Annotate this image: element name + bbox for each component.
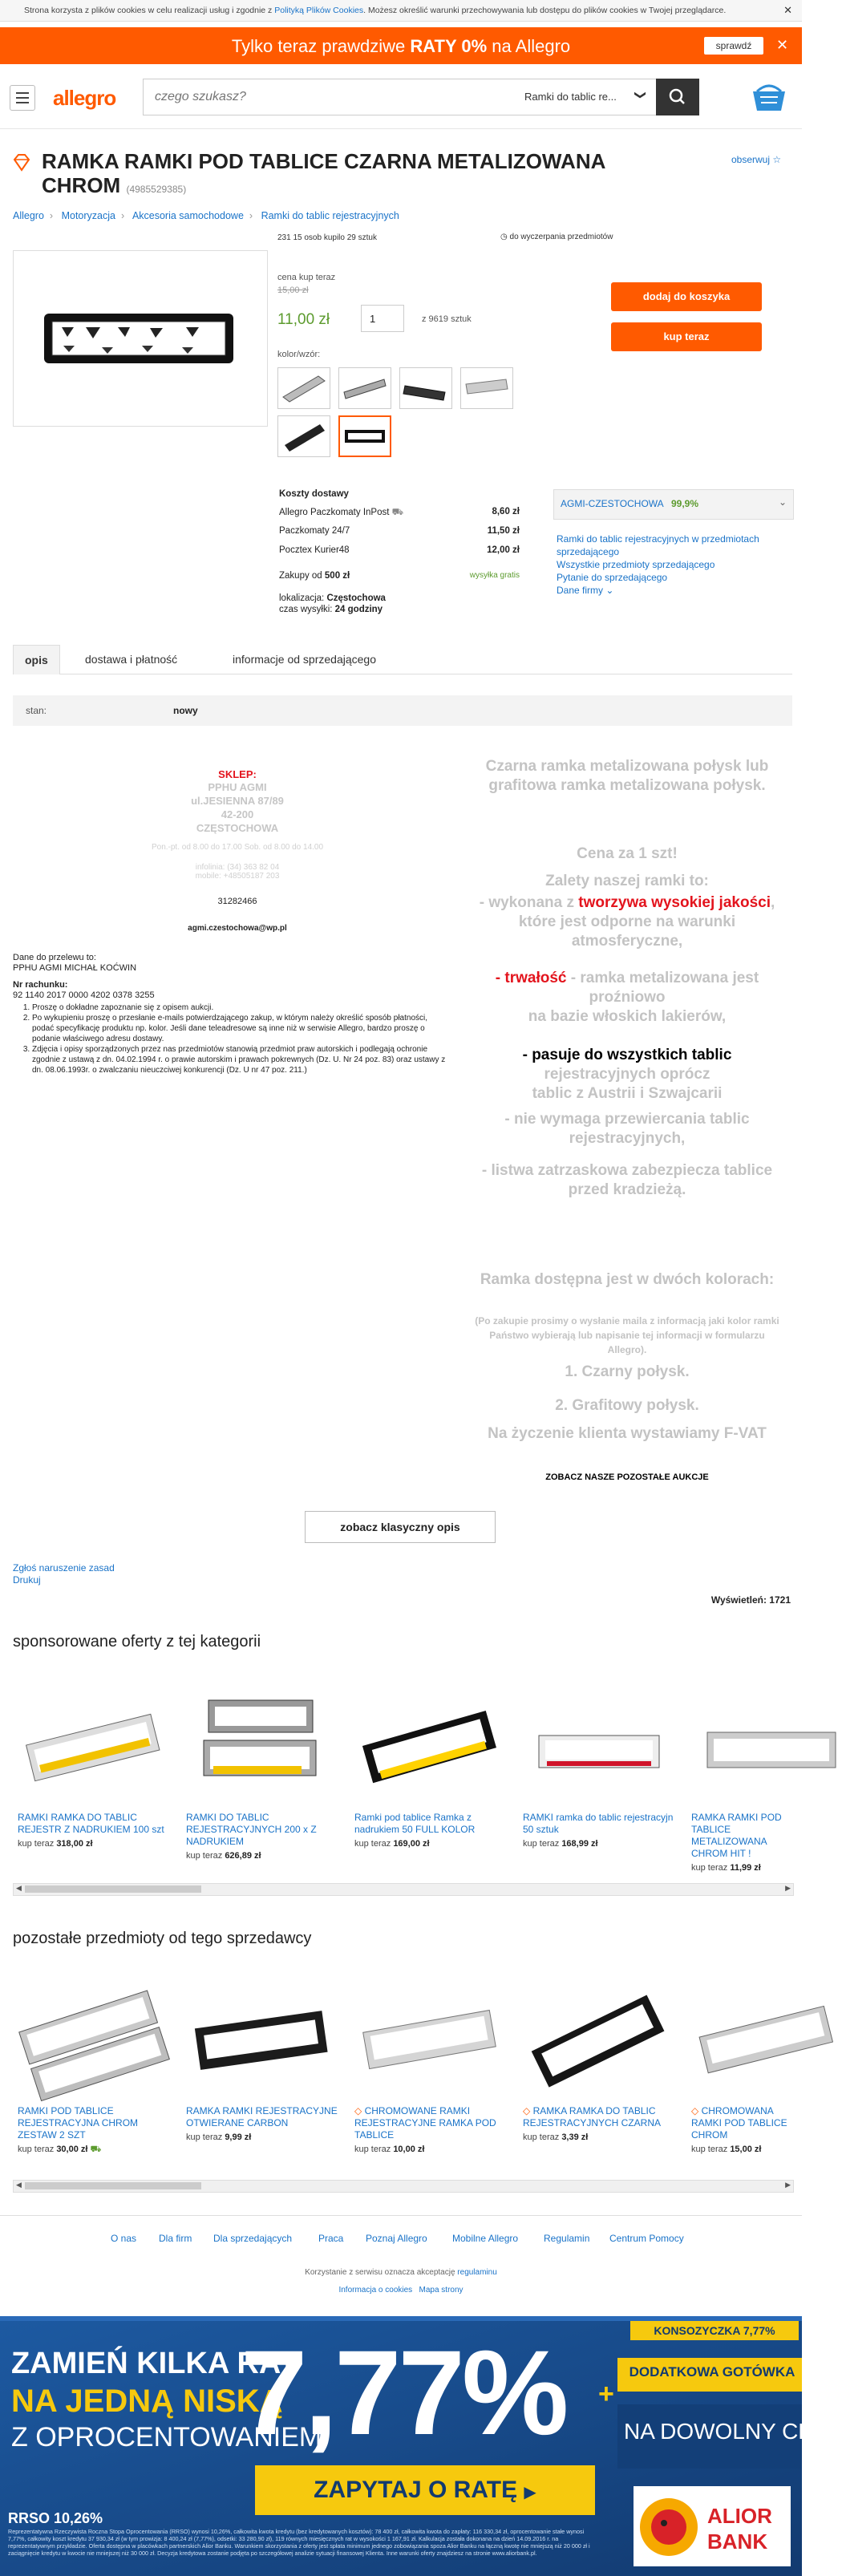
alior-bank-logo (634, 2486, 791, 2566)
price-label: kup teraz (18, 2145, 55, 2154)
footer-link[interactable]: O nas (111, 2233, 137, 2244)
tab-delivery[interactable]: dostawa i płatność (85, 653, 178, 666)
shipping-row (279, 526, 520, 536)
promo-close-icon[interactable]: ✕ (776, 37, 789, 53)
price: 11,00 zł (277, 311, 330, 328)
lion-icon (637, 2491, 701, 2563)
list-item[interactable] (18, 1986, 176, 2156)
list-item[interactable] (691, 1986, 792, 2154)
banner-line-1: ZAMIEŃ KILKA RAT (11, 2347, 298, 2380)
shop-label: SKLEP: (218, 768, 257, 780)
print-link[interactable]: Drukuj (13, 1574, 41, 1586)
other-items-title: pozostałe przedmioty od tego sprzedawcy (13, 1930, 312, 1947)
desc-price: Cena za 1 szt! (577, 845, 678, 862)
promo-post: na Allegro (487, 36, 571, 56)
variant-thumb[interactable] (399, 367, 452, 409)
product-thumb[interactable] (523, 1986, 674, 2098)
item-name[interactable]: RAMKI POD TABLICE REJESTRACYJNA CHROM ZESTAW 2 SZT (18, 2105, 139, 2141)
item-price (354, 2145, 513, 2154)
price-value: 10,00 zł (393, 2145, 425, 2154)
cart-icon[interactable] (751, 83, 787, 114)
product-thumb[interactable] (186, 1986, 337, 2098)
item-name[interactable]: Ramki pod tablice Ramka z nadrukiem 50 FULL KOLOR (354, 1812, 476, 1835)
desc-color-2: 2. Grafitowy połysk. (555, 1397, 699, 1414)
banner-badge: KONSOZYCZKA 7,77% (630, 2321, 799, 2340)
clock-icon: ◷ (500, 233, 508, 241)
price-label: kup teraz (354, 2145, 391, 2154)
transfer-label: Dane do przelewu to: (13, 953, 96, 962)
price-label: kup teraz (523, 2132, 560, 2142)
seller-category-link[interactable]: Ramki do tablic rejestracyjnych w przedmiotach sprzedającego (557, 533, 759, 557)
search-category-select[interactable]: Ramki do tablic re... (524, 91, 617, 103)
classic-description-button[interactable]: zobacz klasyczny opis (305, 1511, 496, 1543)
item-price (18, 1839, 176, 1849)
item-price (691, 2145, 792, 2154)
price-label: kup teraz (691, 2145, 728, 2154)
footer-link[interactable]: Centrum Pomocy (609, 2233, 684, 2244)
sitemap-link[interactable]: Mapa strony (419, 2286, 464, 2295)
desc-colors-note: (Po zakupie prosimy o wysłanie maila z informacją jaki kolor ramki Państwo wybierają lub napisanie tej informacji w formularzu Allegro). (475, 1315, 779, 1355)
list-item[interactable] (523, 1986, 682, 2142)
banner-line-2: NA JEDNĄ NISKĄ (11, 2384, 283, 2419)
search-input[interactable] (153, 89, 461, 105)
dispatch-time-value: 24 godziny (334, 605, 383, 614)
terms-link[interactable]: regulaminu (457, 2268, 497, 2277)
free-shipping-label: Zakupy od (279, 571, 325, 581)
shop-line: CZĘSTOCHOWA (196, 822, 279, 834)
shop-line: 42-200 (221, 808, 254, 820)
banner-plus: + (598, 2379, 614, 2409)
free-delivery-icon: ⛟ (90, 2145, 102, 2154)
variant-thumb-selected[interactable] (338, 415, 391, 457)
item-price (523, 1839, 682, 1849)
footer-link[interactable]: Mobilne Allegro (452, 2233, 519, 2244)
ask-seller-link[interactable]: Pytanie do sprzedającego (557, 572, 668, 583)
product-thumb[interactable] (18, 1986, 168, 2098)
shop-line: PPHU AGMI (208, 781, 267, 793)
list-item[interactable] (691, 1692, 792, 1873)
scroll-right-icon[interactable]: ▶ (785, 1884, 791, 1892)
param-value: nowy (173, 705, 198, 716)
item-name[interactable]: RAMKI RAMKA DO TABLIC REJESTR Z NADRUKIEM 100 szt (18, 1812, 164, 1835)
offer-box (277, 265, 792, 483)
mobile: mobile: +48505187 203 (195, 872, 280, 881)
transfer-name: PPHU AGMI MICHAŁ KOĆWIN (13, 963, 137, 973)
item-name[interactable] (523, 2105, 682, 2129)
desc-adv2-c: na bazie włoskich lakierów, (528, 1008, 727, 1025)
cookie-text-after: . Możesz określić warunki przechowywania lub dostępu do plików cookies w Twojej przeglądarce. (363, 6, 727, 15)
dispatch-time-label: czas wysyłki: (279, 605, 335, 614)
shop-line: ul.JESIENNA 87/89 (191, 795, 284, 807)
price-value: 168,99 zł (561, 1839, 598, 1849)
price-label: kup teraz (691, 1863, 728, 1873)
truck-icon: ⛟ (391, 508, 404, 517)
promo-text (0, 36, 802, 57)
location (279, 593, 520, 603)
item-name-text: CHROMOWANA RAMKI POD TABLICE CHROM (691, 2105, 787, 2141)
search-button[interactable] (656, 79, 699, 115)
item-name[interactable]: RAMKA RAMKI POD TABLICE METALIZOWANA CHROM HIT ! (691, 1812, 782, 1859)
product-title: RAMKA RAMKI POD TABLICE CZARNA METALIZOWANA CHROM (42, 149, 605, 197)
item-name-text: CHROMOWANE RAMKI REJESTRACYJNE RAMKA POD TABLICE (354, 2105, 496, 2141)
footer-link[interactable]: Poznaj Allegro (366, 2233, 427, 2244)
desc-adv2 (475, 969, 779, 1027)
banner-extra-cash: DODATKOWA GOTÓWKA (629, 2364, 795, 2380)
diamond-icon: ◇ (523, 2105, 531, 2116)
list-item[interactable] (354, 1692, 513, 1849)
item-price (691, 1863, 792, 1873)
old-price: 15,00 zł (277, 286, 309, 295)
seller-name[interactable]: AGMI-CZESTOCHOWA (561, 498, 664, 509)
shipping-row (279, 507, 520, 519)
seller-rating: 99,9% (671, 498, 699, 509)
desc-adv3-c: tablic z Austrii i Szwajcarii (532, 1085, 723, 1102)
phone: infolinia: (34) 363 82 04 (195, 863, 280, 872)
account-number: 92 1140 2017 0000 4202 0378 3255 (13, 990, 155, 1000)
footer-link[interactable]: Praca (318, 2233, 344, 2244)
product-thumb[interactable] (523, 1692, 674, 1804)
item-price (186, 2132, 345, 2142)
free-shipping (279, 571, 520, 581)
price-value: 15,00 zł (730, 2145, 762, 2154)
price-value: 11,99 zł (730, 1863, 761, 1873)
desc-invoice: Na życzenie klienta wystawiamy F-VAT (488, 1425, 767, 1442)
sponsored-title: sponsorowane oferty z tej kategorii (13, 1633, 261, 1651)
footer-link[interactable]: Dla sprzedających (213, 2233, 293, 2244)
banner-rrso: RRSO 10,26% (8, 2510, 103, 2526)
shipping-method: Pocztex Kurier48 (279, 545, 350, 555)
promo-check-button[interactable]: sprawdź (704, 37, 763, 55)
scroll-left-icon[interactable]: ◀ (16, 2181, 22, 2189)
item-name[interactable]: RAMKA RAMKI REJESTRACYJNE OTWIERANE CARBON (186, 2105, 338, 2128)
menu-icon[interactable] (10, 85, 35, 111)
tab-description[interactable]: opis (13, 645, 60, 674)
available-quantity: z 9619 sztuk (422, 314, 472, 324)
variant-thumb[interactable] (277, 367, 330, 409)
item-name[interactable]: RAMKI DO TABLIC REJESTRACYJNYCH 200 x Z NADRUKIEM (186, 1812, 317, 1847)
product-thumb[interactable] (691, 1692, 842, 1804)
shipping-price: 12,00 zł (487, 545, 520, 555)
free-shipping-amount: 500 zł (324, 571, 350, 581)
desc-advantages-title: Zalety naszej ramki to: (545, 873, 709, 889)
footer-link[interactable]: Dla firm (159, 2233, 192, 2244)
item-price (186, 1851, 345, 1861)
shipping-title: Koszty dostawy (279, 489, 349, 499)
cookie-text-before: Strona korzysta z plików cookies w celu realizacji usług i zgodnie z (24, 6, 275, 15)
footer-links-small (0, 2286, 802, 2295)
price-label: kup teraz (523, 1839, 560, 1849)
email: agmi.czestochowa@wp.pl (188, 924, 287, 933)
list-item[interactable] (18, 1692, 176, 1849)
desc-adv1-c: , które jest odporne na warunki atmosferyczne, (518, 894, 775, 950)
search-box (143, 79, 658, 115)
banner-rate: 7,77% (241, 2325, 566, 2460)
diamond-icon (11, 152, 32, 173)
terms-note (0, 2268, 802, 2277)
item-price (18, 2145, 176, 2156)
banner-cta-label: ZAPYTAJ O RATĘ (314, 2477, 518, 2503)
list-item[interactable] (186, 1986, 345, 2142)
item-name[interactable] (691, 2105, 795, 2141)
shipping-price: 11,50 zł (487, 526, 520, 536)
desc-adv1-a: - wykonana z (479, 894, 579, 911)
list-item[interactable] (523, 1692, 682, 1849)
shipping-row (279, 545, 520, 555)
scroll-left-icon[interactable]: ◀ (16, 1884, 22, 1892)
breadcrumb-item[interactable]: Motoryzacja (61, 210, 115, 221)
price-value: 169,00 zł (393, 1839, 430, 1849)
product-image[interactable] (13, 250, 268, 427)
diamond-icon: ◇ (354, 2105, 362, 2116)
seller-links (557, 533, 802, 597)
product-thumb[interactable] (18, 1692, 168, 1804)
price-value: 3,39 zł (561, 2132, 589, 2142)
opening-hours: Pon.-pt. od 8.00 do 17.00 Sob. od 8.00 do 14.00 (151, 843, 324, 852)
location-label: lokalizacja: (279, 593, 327, 603)
banner-line-3: Z OPROCENTOWANIEM (11, 2422, 322, 2452)
list-item: 2. Po wykupieniu proszę o przesłanie e-mails potwierdzającego zakup, w którym należy określić sposób płatności, podać specyfikację produktu np. kolor. Jeśli dane teleadresowe są inne niż w serwisie Allegro, bardzo proszę o podanie właściwego adresu dostawy. (32, 1013, 449, 1044)
company-data-link[interactable]: Dane firmy ⌄ (557, 585, 614, 596)
report-link[interactable]: Zgłoś naruszenie zasad (13, 1562, 115, 1574)
desc-adv3 (475, 1046, 779, 1104)
cookie-text (24, 6, 726, 15)
price-label: kup teraz (354, 1839, 391, 1849)
scroll-right-icon[interactable]: ▶ (785, 2181, 791, 2189)
price-value: 626,89 zł (225, 1851, 261, 1861)
diamond-icon: ◇ (691, 2105, 699, 2116)
product-thumb[interactable] (691, 1986, 842, 2098)
quantity-input[interactable]: 1 (361, 305, 404, 332)
account-label: Nr rachunku: (13, 980, 68, 990)
footer-link[interactable]: Regulamin (544, 2233, 590, 2244)
price-label: kup teraz (186, 1851, 223, 1861)
observe-link[interactable] (731, 154, 781, 165)
product-code: (4985529385) (126, 184, 187, 195)
page-title (42, 149, 635, 201)
seller-all-items-link[interactable]: Wszystkie przedmioty sprzedającego (557, 559, 715, 570)
desc-adv1-b: tworzywa wysokiej jakości (578, 894, 771, 911)
star-icon: ☆ (772, 154, 782, 165)
shipping-price: 8,60 zł (492, 507, 520, 516)
more-auctions-link[interactable]: ZOBACZ NASZE POZOSTAŁE AUKCJE (545, 1472, 709, 1482)
chevron-down-icon[interactable]: ❯ (634, 90, 648, 100)
bank-name-1: ALIOR (707, 2504, 772, 2528)
free-shipping-note: wysyłka gratis (469, 571, 520, 580)
price-label: kup teraz (186, 2132, 223, 2142)
price-value: 9,99 zł (225, 2132, 252, 2142)
promo-bold: RATY 0% (410, 36, 488, 56)
shipping-method: Paczkomaty 24/7 (279, 526, 350, 536)
header (0, 64, 802, 129)
allegro-logo[interactable]: allegro (53, 86, 116, 110)
price-value: 30,00 zł (56, 2145, 88, 2154)
item-name-text: RAMKA RAMKA DO TABLIC REJESTRACYJNYCH CZARNA (523, 2105, 662, 2128)
desc-adv3-a: - pasuje do wszystkich tablic (522, 1047, 732, 1063)
breadcrumb-item[interactable]: Ramki do tablic rejestracyjnych (261, 210, 399, 221)
carousel-scrollbar[interactable] (13, 1883, 794, 1896)
arrow-right-icon: ▶ (524, 2484, 536, 2501)
cookie-policy-link[interactable]: Polityką Plików Cookies (274, 6, 364, 15)
add-to-cart-button[interactable]: dodaj do koszyka (611, 282, 762, 311)
item-price (354, 1839, 513, 1849)
tab-seller-info[interactable]: informacje od sprzedającego (233, 653, 376, 666)
desc-adv3-b: rejestracyjnych oprócz (544, 1066, 710, 1083)
desc-colors-title: Ramka dostępna jest w dwóch kolorach: (480, 1271, 775, 1288)
buy-now-button[interactable]: kup teraz (611, 322, 762, 351)
availability-info (500, 233, 613, 241)
desc-adv2-a: - trwałość (495, 970, 567, 986)
availability-text: do wyczerpania przedmiotów (509, 233, 613, 241)
banner-fine-print: Reprezentatywna Rzeczywista Roczna Stopa Oprocentowania (RRSO) wynosi 10,26%, całkowita kwota kredytu (bez kredytowanych kosztów): 78 400 zł, całkowita kwota do zapłaty: 116 330,34 zł, oprocentowanie stałe wynosi 7,77%, całkowity koszt kredytu 37 930,34 zł (w tym prowizja: 8 400,24 zł (7,77%), odsetki: 33 280,90 zł), 119 równych miesięcznych rat w wysokości 1 167,91 zł. Kalkulacja została dokonana na dzień 14.09.2016 r. na reprezentatywnym przykładzie. Oferta dostępna w placówkach partnerskich Alior Banku. Warunkiem skorzystania z oferty jest spłata minimum jednego zobowiązania spoza Alior Banku na łączną kwotę nie mniejszą niż 20 000 zł i zaciągnięcie kredytu w kwocie nie mniejszej niż 30 000 zł. Decyzja kredytowa zostanie podjęta po szczegółowej analizie sytuacji finansowej Klienta. Inne warunki oferty znajdziesz na stronie www.aliorbank.pl. (8, 2528, 590, 2557)
gg-number: 31282466 (217, 897, 257, 906)
item-name[interactable] (354, 2105, 513, 2141)
cookie-close-icon[interactable]: ✕ (783, 4, 792, 16)
variant-thumb[interactable] (460, 367, 513, 409)
sold-text: 231 15 osob kupilo 29 sztuk (277, 233, 377, 242)
sold-info (277, 233, 377, 242)
list-item: 1. Proszę o dokładne zapoznanie się z opisem aukcji. (32, 1002, 449, 1013)
product-thumb[interactable] (354, 1692, 505, 1804)
loan-ad-banner[interactable] (0, 2316, 826, 2576)
observe-label: obserwuj (731, 154, 771, 165)
product-thumb[interactable] (354, 1986, 505, 2098)
param-label: stan: (26, 705, 47, 716)
color-label: kolor/wzór: (277, 350, 321, 359)
footer-divider (0, 2215, 802, 2216)
carousel-scrollbar[interactable] (13, 2180, 794, 2193)
variant-thumb[interactable] (277, 415, 330, 457)
bank-name-2: BANK (707, 2529, 768, 2554)
promo-pre: Tylko teraz prawdziwe (231, 36, 411, 56)
banner-any-purpose: NA DOWOLNY CEL (624, 2419, 826, 2444)
breadcrumb: Allegro › Motoryzacja › Akcesoria samochodowe › Ramki do tablic rejestracyjnych (13, 210, 399, 221)
scrollbar-thumb[interactable] (25, 1885, 201, 1893)
promo-bar (0, 27, 802, 64)
variant-thumb[interactable] (338, 367, 391, 409)
desc-color-1: 1. Czarny połysk. (565, 1363, 690, 1380)
scrollbar-thumb[interactable] (25, 2182, 201, 2189)
item-price (523, 2132, 682, 2142)
terms-text: Korzystanie z serwisu oznacza akceptację (305, 2268, 458, 2277)
desc-adv2-b: - ramka metalizowana jest proźniowo (566, 970, 759, 1006)
search-icon (656, 79, 699, 115)
tabs (13, 638, 792, 674)
list-item: 3. Zdjęcia i opisy sporządzonych przez nas przedmiotów stanowią przedmiot praw autorskich i podlegają ochronie zgodnie z ustawą z dn. 04.02.1994 r. o prawie autorskim i prawach pokrewnych (Dz. U. Nr 24 poz. 83) oraz ustawy z dn. 08.06.1993r. o zwalczaniu nieuczciwej konkurencji (Dz. U nr 47 poz. 211.) (32, 1044, 449, 1075)
seller-box[interactable] (553, 489, 794, 520)
list-item[interactable] (186, 1692, 345, 1861)
parameters (13, 695, 792, 726)
breadcrumb-item[interactable]: Akcesoria samochodowe (132, 210, 244, 221)
page-links (13, 1562, 115, 1586)
product-thumb[interactable] (186, 1692, 337, 1804)
price-value: 318,00 zł (56, 1839, 93, 1849)
chevron-down-icon[interactable]: ⌄ (778, 496, 787, 508)
cookie-info-link[interactable]: Informacja o cookies (338, 2286, 413, 2295)
desc-adv5: - listwa zatrzaskowa zabezpiecza tablice przed kradzieżą. (481, 1162, 773, 1198)
breadcrumb-item[interactable]: Allegro (13, 210, 44, 221)
price-label: cena kup teraz (277, 273, 336, 282)
desc-adv1 (475, 893, 779, 951)
banner-cta-button[interactable] (255, 2465, 595, 2515)
dispatch-time (279, 605, 520, 614)
location-value: Częstochowa (326, 593, 386, 603)
desc-adv4: - nie wymaga przewiercania tablic rejestracyjnych, (504, 1111, 750, 1147)
views-count: Wyświetleń: 1721 (710, 1594, 791, 1606)
desc-intro: Czarna ramka metalizowana połysk lub grafitowa ramka metalizowana połysk. (485, 758, 769, 794)
price-label: kup teraz (18, 1839, 55, 1849)
list-item[interactable] (354, 1986, 513, 2154)
shipping-method: Allegro Paczkomaty InPost (279, 508, 390, 517)
cookie-bar (0, 0, 802, 22)
item-name[interactable]: RAMKI ramka do tablic rejestracyjn 50 sztuk (523, 1812, 674, 1835)
